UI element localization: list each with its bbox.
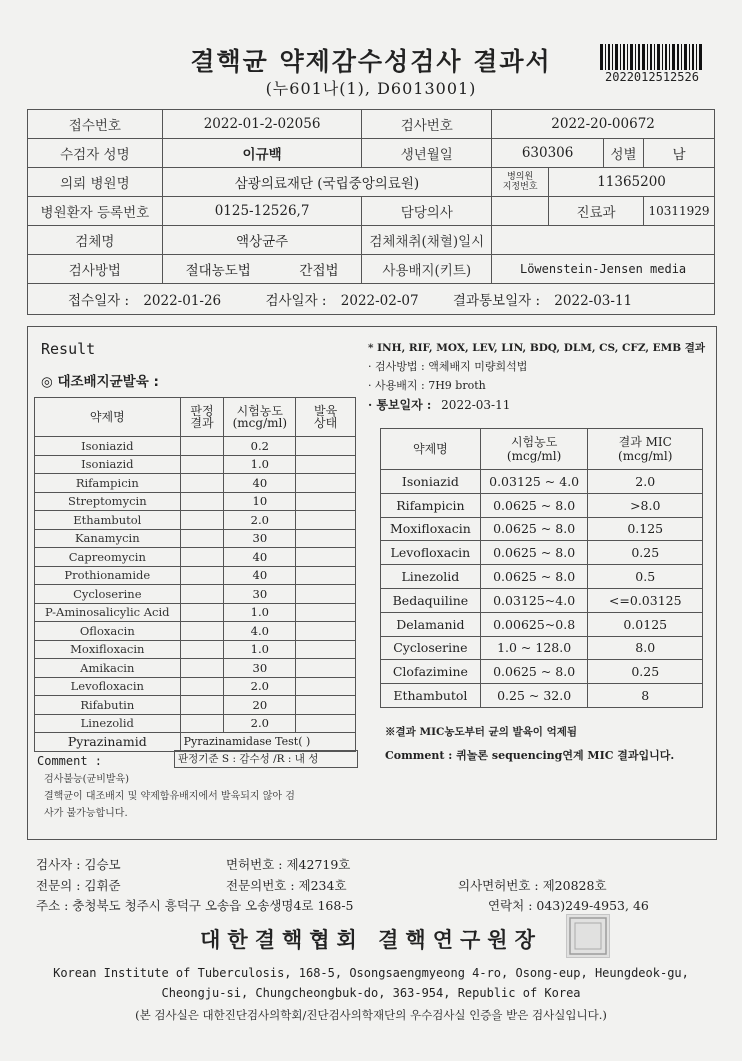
table-row [35, 455, 356, 474]
mic-note: ※결과 MIC농도부터 균의 발육이 억제됨 [385, 726, 578, 738]
specimen-label: 검체명 [28, 226, 163, 255]
growth-cell [296, 714, 356, 733]
recv-date-label: 접수일자 : [68, 293, 130, 309]
mic-method: · 검사방법 : 액체배지 미량희석법 [368, 360, 528, 373]
drug-name: Linezolid [35, 714, 181, 733]
growth-cell [296, 603, 356, 622]
table-row [381, 470, 703, 494]
growth-cell [296, 455, 356, 474]
mic-heading: * INH, RIF, MOX, LEV, LIN, BDQ, DLM, CS, CFZ, EMB 결과 [368, 342, 706, 354]
mic-drug-name: Isoniazid [381, 470, 481, 494]
collect-value [492, 226, 715, 255]
mic-result: 0.25 [588, 541, 703, 565]
mic-result: 2.0 [588, 470, 703, 494]
mic-drug-name: Delamanid [381, 612, 481, 636]
hospital-name: 삼광의료재단 (국립중앙의료원) [162, 168, 491, 197]
mic-range: 1.0 ~ 128.0 [480, 636, 588, 660]
table-row [381, 565, 703, 589]
judgement-cell [180, 714, 224, 733]
drug-name: Isoniazid [35, 437, 181, 456]
mic-drug-name: Ethambutol [381, 684, 481, 708]
comment-line: 검사불능(균비발육) [44, 774, 130, 785]
mic-range: 0.03125 ~ 4.0 [480, 470, 588, 494]
drug-name: Streptomycin [35, 492, 181, 511]
birth-label: 생년월일 [362, 139, 492, 168]
table-row [35, 603, 356, 622]
concentration-cell: 30 [224, 585, 296, 604]
criteria-box [174, 750, 358, 768]
mic-drug-name: Linezolid [381, 565, 481, 589]
table-row [35, 511, 356, 530]
mic-result: <=0.03125 [588, 588, 703, 612]
birth-date: 630306 [492, 139, 604, 168]
drug-name: Rifabutin [35, 696, 181, 715]
table-row [381, 636, 703, 660]
mic-drug-name: Moxifloxacin [381, 517, 481, 541]
mic-range: 0.0625 ~ 8.0 [480, 541, 588, 565]
table-row [35, 492, 356, 511]
concentration-cell: 0.2 [224, 437, 296, 456]
concentration-cell: 10 [224, 492, 296, 511]
table-row [381, 612, 703, 636]
concentration-cell: 4.0 [224, 622, 296, 641]
doctor-license: 의사면허번호 : 제20828호 [458, 878, 607, 893]
drug-name: Amikacin [35, 659, 181, 678]
table-row [35, 677, 356, 696]
judgement-cell [180, 677, 224, 696]
concentration-cell: 40 [224, 548, 296, 567]
mic-comment: Comment : 퀴놀론 sequencing연계 MIC 결과입니다. [385, 749, 675, 762]
sex-label: 성별 [604, 139, 644, 168]
test-date: 2022-02-07 [340, 293, 419, 309]
mic-drug-name: Rifampicin [381, 493, 481, 517]
control-growth-title: ◎ 대조배지균발육 : [41, 374, 159, 390]
method-absolute: 절대농도법 [185, 263, 251, 279]
growth-cell [296, 640, 356, 659]
growth-cell [296, 437, 356, 456]
patient-info-table [27, 109, 715, 315]
mic-report [368, 396, 510, 413]
growth-cell [296, 677, 356, 696]
judgement-cell [180, 548, 224, 567]
contact: 연락처 : 043)249-4953, 46 [488, 898, 649, 913]
judgement-cell [180, 566, 224, 585]
drug-name: Levofloxacin [35, 677, 181, 696]
table-row [35, 622, 356, 641]
report-date: 2022-03-11 [554, 293, 633, 309]
drug-name: Prothionamide [35, 566, 181, 585]
drug-name: Isoniazid [35, 455, 181, 474]
table-row [381, 684, 703, 708]
dept-value: 10311929 [643, 197, 714, 226]
table-row [35, 566, 356, 585]
institution-name: 대한결핵협회 결핵연구원장 [200, 928, 542, 952]
table-row [381, 588, 703, 612]
hospital-code-label: 병의원 지정번호 [492, 168, 549, 197]
mic-range: 0.0625 ~ 8.0 [480, 517, 588, 541]
address: 주소 : 충청북도 청주시 흥덕구 오송읍 오송생명4로 168-5 [36, 898, 354, 913]
mic-result: 8.0 [588, 636, 703, 660]
mic-table [380, 428, 703, 708]
judgement-cell [180, 585, 224, 604]
solid-media-table [34, 397, 356, 752]
judgement-cell [180, 640, 224, 659]
concentration-cell: 40 [224, 474, 296, 493]
sex-value: 남 [643, 139, 714, 168]
judgement-cell [180, 511, 224, 530]
barcode-number: 2022012512526 [605, 70, 699, 84]
table-row [35, 474, 356, 493]
dates-row [28, 284, 715, 315]
patient-name-label: 수검자 성명 [28, 139, 163, 168]
growth-cell [296, 548, 356, 567]
examiner: 검사자 : 김승모 [36, 857, 121, 872]
concentration-cell: 1.0 [224, 455, 296, 474]
drug-name: Ethambutol [35, 511, 181, 530]
growth-cell [296, 529, 356, 548]
growth-cell [296, 622, 356, 641]
growth-cell [296, 585, 356, 604]
recv-date: 2022-01-26 [143, 293, 222, 309]
mic-col-drug: 약제명 [381, 429, 481, 470]
mic-range: 0.00625~0.8 [480, 612, 588, 636]
mic-drug-name: Clofazimine [381, 660, 481, 684]
judgement-cell [180, 437, 224, 456]
drug-name: Kanamycin [35, 529, 181, 548]
judgement-cell [180, 492, 224, 511]
mic-drug-name: Levofloxacin [381, 541, 481, 565]
growth-cell [296, 659, 356, 678]
method-indirect: 간접법 [299, 263, 339, 279]
concentration-cell: 1.0 [224, 603, 296, 622]
mic-range: 0.0625 ~ 8.0 [480, 660, 588, 684]
mic-result: 0.25 [588, 660, 703, 684]
drug-name: Capreomycin [35, 548, 181, 567]
concentration-cell: 30 [224, 659, 296, 678]
judgement-cell [180, 455, 224, 474]
english-address-line2: Cheongju-si, Chungcheongbuk-do, 363-954, Republic of Korea [161, 986, 581, 1000]
growth-cell [296, 511, 356, 530]
reg-no-label: 병원환자 등록번호 [28, 197, 163, 226]
table-row [35, 659, 356, 678]
table-row [35, 696, 356, 715]
table-row [35, 640, 356, 659]
examiner-license: 면허번호 : 제42719호 [226, 857, 351, 872]
table-row [35, 714, 356, 733]
comment-line: 사가 불가능합니다. [44, 808, 128, 819]
concentration-cell: 2.0 [224, 714, 296, 733]
mic-result: 0.0125 [588, 612, 703, 636]
test-date-label: 검사일자 : [265, 293, 327, 309]
english-address-line1: Korean Institute of Tuberculosis, 168-5, Osongsaengmyeong 4-ro, Osong-eup, Heungdeok-gu, [53, 966, 689, 980]
judgement-cell [180, 659, 224, 678]
judgement-cell [180, 622, 224, 641]
concentration-cell: 20 [224, 696, 296, 715]
hospital-label: 의뢰 병원명 [28, 168, 163, 197]
comment-line: 결핵균이 대조배지 및 약제함유배지에서 발육되지 않아 검 [44, 791, 295, 802]
concentration-cell: 40 [224, 566, 296, 585]
reception-no: 2022-01-2-02056 [162, 110, 362, 139]
criteria-text: 판정기준 S : 감수성 /R : 내 성 [178, 753, 319, 765]
mic-drug-name: Bedaquiline [381, 588, 481, 612]
drug-name: Rifampicin [35, 474, 181, 493]
document-title: 결핵균 약제감수성검사 결과서 [190, 47, 552, 76]
growth-cell [296, 696, 356, 715]
growth-cell [296, 474, 356, 493]
doctor-value [492, 197, 549, 226]
table-row [381, 517, 703, 541]
certification-note: (본 검사실은 대한진단검사의학회/진단검사의학재단의 우수검사실 인증을 받은 검사실입니다.) [135, 1008, 607, 1022]
test-no-label: 검사번호 [362, 110, 492, 139]
barcode-icon [600, 44, 704, 70]
comment-text [44, 771, 354, 822]
method-value [162, 255, 362, 284]
mic-drug-name: Cycloserine [381, 636, 481, 660]
growth-cell [296, 492, 356, 511]
table-row [35, 437, 356, 456]
table-row [381, 541, 703, 565]
table-row [381, 660, 703, 684]
result-title: Result [41, 340, 96, 358]
drug-name: P-Aminosalicylic Acid [35, 603, 181, 622]
pyrazinamidase-test: Pyrazinamidase Test( ) [180, 733, 355, 752]
doctor-label: 담당의사 [362, 197, 492, 226]
mic-result: 0.125 [588, 517, 703, 541]
method-label: 검사방법 [28, 255, 163, 284]
medium-label: 사용배지(키트) [362, 255, 492, 284]
judgement-cell [180, 529, 224, 548]
pyrazinamid-drug: Pyrazinamid [35, 733, 181, 752]
report-date-label: 결과통보일자 : [452, 293, 540, 309]
table-row [35, 529, 356, 548]
drug-name: Moxifloxacin [35, 640, 181, 659]
mic-range: 0.0625 ~ 8.0 [480, 565, 588, 589]
col-drug: 약제명 [35, 398, 181, 437]
concentration-cell: 2.0 [224, 511, 296, 530]
col-judgement: 판정 결과 [180, 398, 224, 437]
hospital-code: 11365200 [549, 168, 715, 197]
specimen-value: 액상균주 [162, 226, 362, 255]
specialist-license: 전문의번호 : 제234호 [226, 878, 347, 893]
reception-no-label: 접수번호 [28, 110, 163, 139]
drug-name: Ofloxacin [35, 622, 181, 641]
drug-name: Cycloserine [35, 585, 181, 604]
mic-result: >8.0 [588, 493, 703, 517]
col-growth: 발육 상태 [296, 398, 356, 437]
patient-name: 이규백 [162, 139, 362, 168]
concentration-cell: 30 [224, 529, 296, 548]
judgement-cell [180, 603, 224, 622]
mic-range: 0.0625 ~ 8.0 [480, 493, 588, 517]
collect-label: 검체채취(채혈)일시 [362, 226, 492, 255]
mic-col-range: 시험농도 (mcg/ml) [480, 429, 588, 470]
judgement-cell [180, 696, 224, 715]
table-row [381, 493, 703, 517]
medium-value: Löwenstein-Jensen media [492, 255, 715, 284]
mic-result: 0.5 [588, 565, 703, 589]
mic-range: 0.03125~4.0 [480, 588, 588, 612]
judgement-cell [180, 474, 224, 493]
dept-label: 진료과 [549, 197, 644, 226]
reg-no: 0125-12526,7 [162, 197, 362, 226]
mic-report-label: · 통보일자 : [368, 398, 432, 412]
specialist: 전문의 : 김휘준 [36, 878, 121, 893]
comment-label: Comment : [37, 754, 103, 768]
growth-cell [296, 566, 356, 585]
test-no: 2022-20-00672 [492, 110, 715, 139]
document-subtitle: (누601나(1), D6013001) [265, 79, 477, 98]
mic-col-result: 결과 MIC (mcg/ml) [588, 429, 703, 470]
table-row [35, 585, 356, 604]
table-row [35, 548, 356, 567]
mic-medium: · 사용배지 : 7H9 broth [368, 379, 486, 392]
mic-report-date: 2022-03-11 [441, 398, 511, 412]
mic-result: 8 [588, 684, 703, 708]
col-concentration: 시험농도 (mcg/ml) [224, 398, 296, 437]
concentration-cell: 1.0 [224, 640, 296, 659]
mic-range: 0.25 ~ 32.0 [480, 684, 588, 708]
concentration-cell: 2.0 [224, 677, 296, 696]
